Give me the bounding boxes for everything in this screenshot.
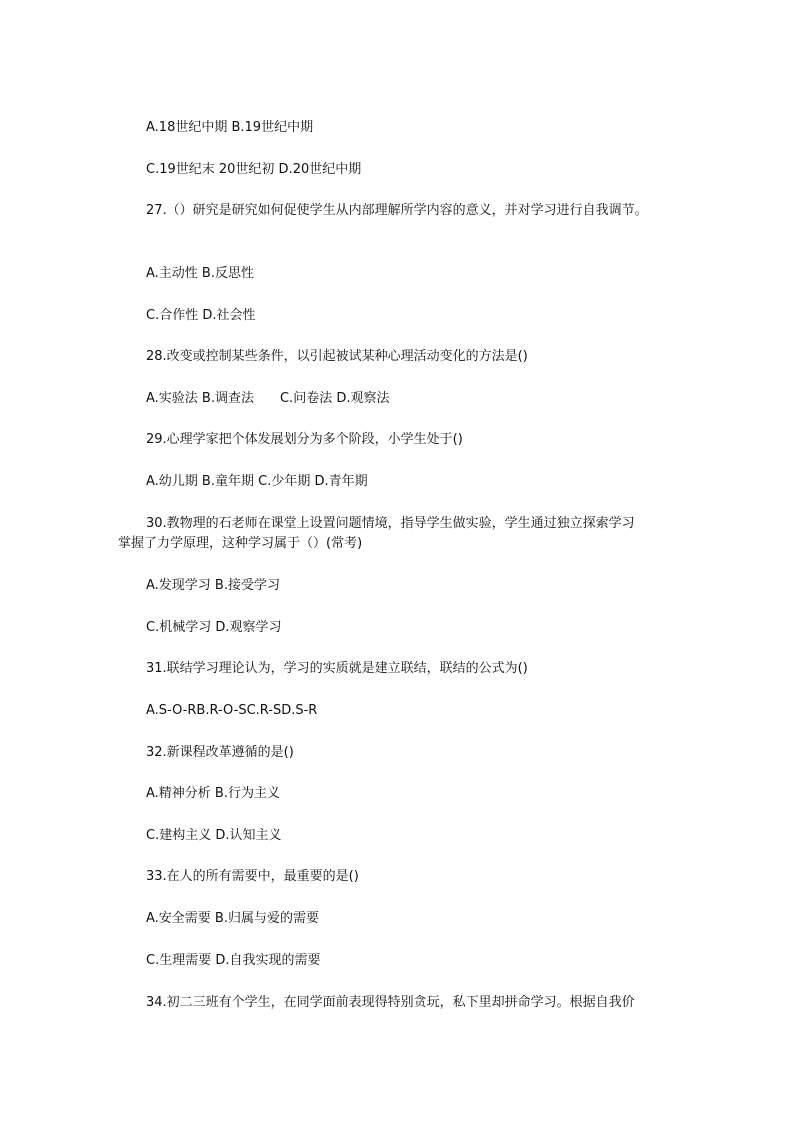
- question-31: 31.联结学习理论认为，学习的实质就是建立联结，联结的公式为(): [146, 661, 528, 676]
- question-30-continued: 掌握了力学原理，这种学习属于（）(常考): [118, 536, 363, 551]
- option-line: C.机械学习 D.观察学习: [146, 620, 282, 635]
- option-line: A.安全需要 B.归属与爱的需要: [146, 911, 319, 926]
- option-line: C.生理需要 D.自我实现的需要: [146, 953, 321, 968]
- question-30: 30.教物理的石老师在课堂上设置问题情境，指导学生做实验，学生通过独立探索学习: [146, 516, 635, 531]
- option-line: C.19世纪末 20世纪初 D.20世纪中期: [146, 162, 362, 177]
- question-32: 32.新课程改革遵循的是(): [146, 745, 294, 760]
- question-34: 34.初二三班有个学生，在同学面前表现得特别贪玩，私下里却拼命学习。根据自我价: [146, 995, 635, 1010]
- option-line: C.建构主义 D.认知主义: [146, 828, 282, 843]
- option-line: A.幼儿期 B.童年期 C.少年期 D.青年期: [146, 474, 368, 489]
- option-line: A.实验法 B.调查法 C.问卷法 D.观察法: [146, 391, 390, 406]
- question-33: 33.在人的所有需要中，最重要的是(): [146, 869, 359, 884]
- question-27: 27.（）研究是研究如何促使学生从内部理解所学内容的意义，并对学习进行自我调节。: [146, 203, 648, 218]
- option-line: A.发现学习 B.接受学习: [146, 578, 280, 593]
- question-29: 29.心理学家把个体发展划分为多个阶段，小学生处于(): [146, 432, 463, 447]
- option-line: A.精神分析 B.行为主义: [146, 786, 280, 801]
- option-line: A.主动性 B.反思性: [146, 266, 254, 281]
- option-line: C.合作性 D.社会性: [146, 308, 256, 323]
- question-28: 28.改变或控制某些条件，以引起被试某种心理活动变化的方法是(): [146, 349, 528, 364]
- option-line: A.18世纪中期 B.19世纪中期: [146, 120, 314, 135]
- option-line: A.S-O-RB.R-O-SC.R-SD.S-R: [146, 703, 318, 718]
